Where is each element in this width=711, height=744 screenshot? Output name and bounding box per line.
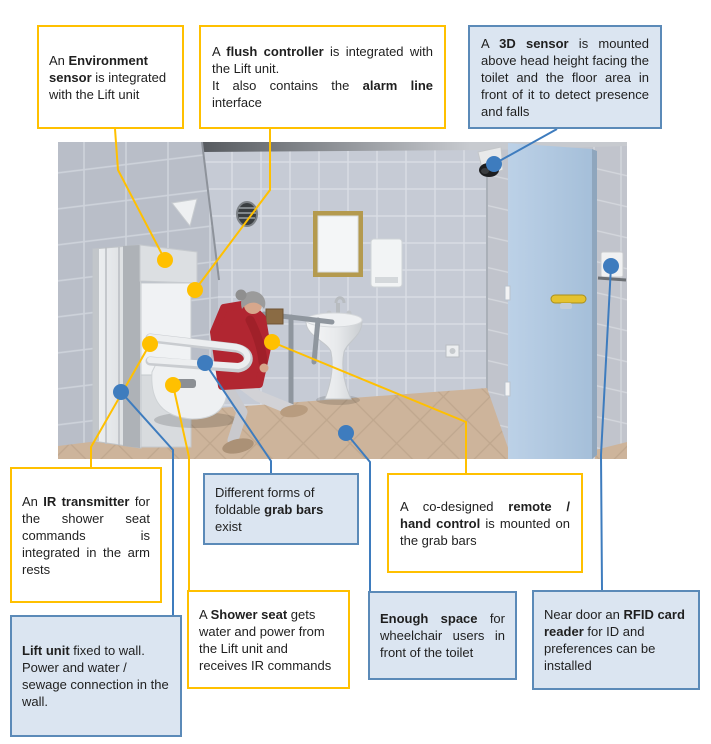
wooden-box [266, 309, 283, 324]
callout-rfid-reader: Near door an RFID card reader for ID and preferences can be installed [532, 590, 700, 690]
callout-environment-sensor: An Environment sensor is integrated with the Lift unit [37, 25, 184, 129]
wall-socket [446, 345, 459, 357]
environment-sensor-marker [157, 252, 173, 268]
flush-controller-marker [187, 282, 203, 298]
enough-space-marker [338, 425, 354, 441]
door-hinge-bottom [505, 382, 510, 396]
callout-flush-controller: A flush controller is integrated with the Lift unit. It also contains the alarm line interface [199, 25, 446, 129]
callout-3d-sensor: A 3D sensor is mounted above head height facing the toilet and the floor area in front of it to detect presence and falls [468, 25, 662, 129]
callout-shower-seat: A Shower seat gets water and power from the Lift unit and receives IR commands [187, 590, 350, 689]
person-hair-bun [236, 290, 247, 301]
grab-bars-marker [197, 355, 213, 371]
3d-sensor-marker [486, 156, 502, 172]
paper-dispenser [371, 239, 402, 287]
door [505, 143, 597, 459]
callout-remote-control: A co-designed remote / hand control is mounted on the grab bars [387, 473, 583, 573]
callout-grab-bars: Different forms of foldable grab bars exist [203, 473, 359, 545]
vent [237, 202, 257, 226]
callout-lift-unit: Lift unit fixed to wall. Power and water / sewage connection in the wall. [10, 615, 182, 737]
callout-ir-transmitter: An IR transmitter for the shower seat commands is integrated in the arm rests [10, 467, 162, 603]
ir-transmitter-marker [142, 336, 158, 352]
person-hand [260, 364, 269, 373]
lift-unit-marker [113, 384, 129, 400]
shower-seat-marker [165, 377, 181, 393]
callout-enough-space: Enough space for wheelchair users in front of the toilet [368, 591, 517, 680]
rfid-reader-marker [603, 258, 619, 274]
door-handle-mount [560, 303, 572, 309]
door-hinge-top [505, 286, 510, 300]
remote-control-marker [264, 334, 280, 350]
door-handle [551, 295, 586, 303]
mirror [313, 211, 363, 277]
